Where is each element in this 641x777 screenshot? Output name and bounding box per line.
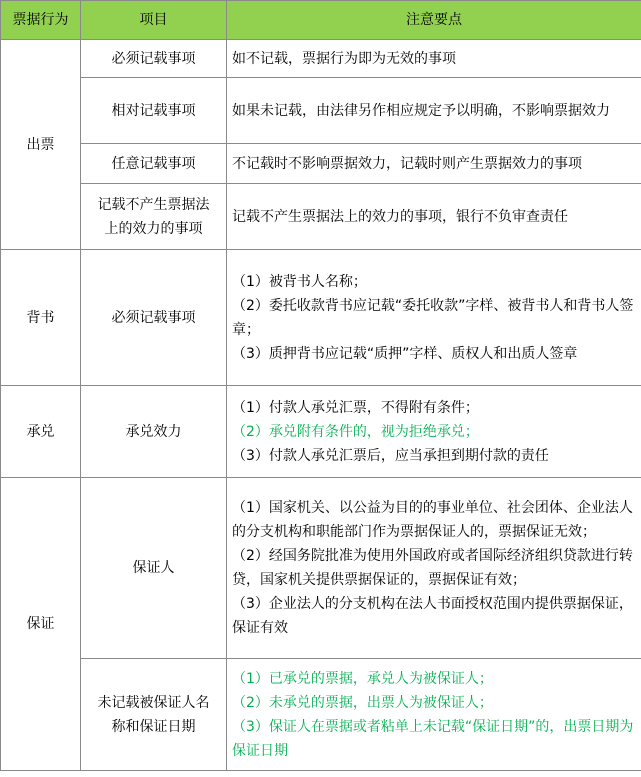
- note-line-highlighted: （2）未承兑的票据，出票人为被保证人；: [232, 694, 493, 711]
- notes-cell: [227, 659, 641, 771]
- item-cell: 相对记载事项: [81, 78, 227, 144]
- note-line: （3）企业法人的分支机构在法人书面授权范围内提供票据保证，保证有效: [232, 596, 633, 636]
- table-row: [1, 659, 641, 771]
- item-cell: 必须记载事项: [81, 250, 227, 386]
- item-cell: 未记载被保证人名称和保证日期: [81, 659, 227, 771]
- note-line: 如不记载，票据行为即为无效的事项: [232, 50, 456, 67]
- header-notes: 注意要点: [227, 1, 641, 40]
- note-line: 如果未记载，由法律另作相应规定予以明确，不影响票据效力: [232, 102, 610, 119]
- item-cell: 任意记载事项: [81, 144, 227, 184]
- note-line: （2）委托收款背书应记载“委托收款”字样、被背书人和背书人签章；: [232, 297, 634, 338]
- item-cell: 承兑效力: [81, 386, 227, 478]
- note-line: （1）国家机关、以公益为目的的事业单位、社会团体、企业法人的分支机构和职能部门作为票据保证人的，票据保证无效；: [232, 500, 633, 540]
- table-row: [1, 478, 641, 659]
- notes-cell: [227, 78, 641, 144]
- action-cell: 承兑: [1, 386, 81, 478]
- note-line: （3）质押背书应记载“质押”字样、质权人和出质人签章: [232, 345, 578, 362]
- table-row: [1, 144, 641, 184]
- item-cell: 保证人: [81, 478, 227, 659]
- header-row: [1, 1, 641, 40]
- note-line-highlighted: （2）承兑附有条件的，视为拒绝承兑；: [232, 423, 479, 440]
- notes-cell: [227, 478, 641, 659]
- notes-cell: [227, 40, 641, 78]
- action-cell: 保证: [1, 478, 81, 771]
- table-row: [1, 386, 641, 478]
- table-row: [1, 40, 641, 78]
- item-cell: 必须记载事项: [81, 40, 227, 78]
- header-action: 票据行为: [1, 1, 81, 40]
- table-row: [1, 78, 641, 144]
- table-row: [1, 250, 641, 386]
- action-cell: 背书: [1, 250, 81, 386]
- note-line-highlighted: （1）已承兑的票据，承兑人为被保证人；: [232, 670, 493, 687]
- note-line: （1）被背书人名称；: [232, 273, 367, 290]
- notes-cell: [227, 144, 641, 184]
- action-cell: 出票: [1, 40, 81, 250]
- header-item: 项目: [81, 1, 227, 40]
- note-line: （1）付款人承兑汇票，不得附有条件；: [232, 399, 479, 416]
- note-line: （3）付款人承兑汇票后，应当承担到期付款的责任: [232, 447, 549, 464]
- note-line: 记载不产生票据法上的效力的事项，银行不负审查责任: [232, 208, 568, 225]
- note-line: 不记载时不影响票据效力，记载时则产生票据效力的事项: [232, 155, 582, 172]
- item-cell: 记载不产生票据法上的效力的事项: [81, 184, 227, 250]
- notes-cell: [227, 184, 641, 250]
- notes-cell: [227, 386, 641, 478]
- table-row: [1, 184, 641, 250]
- note-line: （2）经国务院批准为使用外国政府或者国际经济组织贷款进行转贷，国家机关提供票据保证的，票据保证有效；: [232, 548, 633, 588]
- notes-cell: [227, 250, 641, 386]
- note-line-highlighted: （3）保证人在票据或者粘单上未记载“保证日期”的，出票日期为保证日期: [232, 718, 634, 759]
